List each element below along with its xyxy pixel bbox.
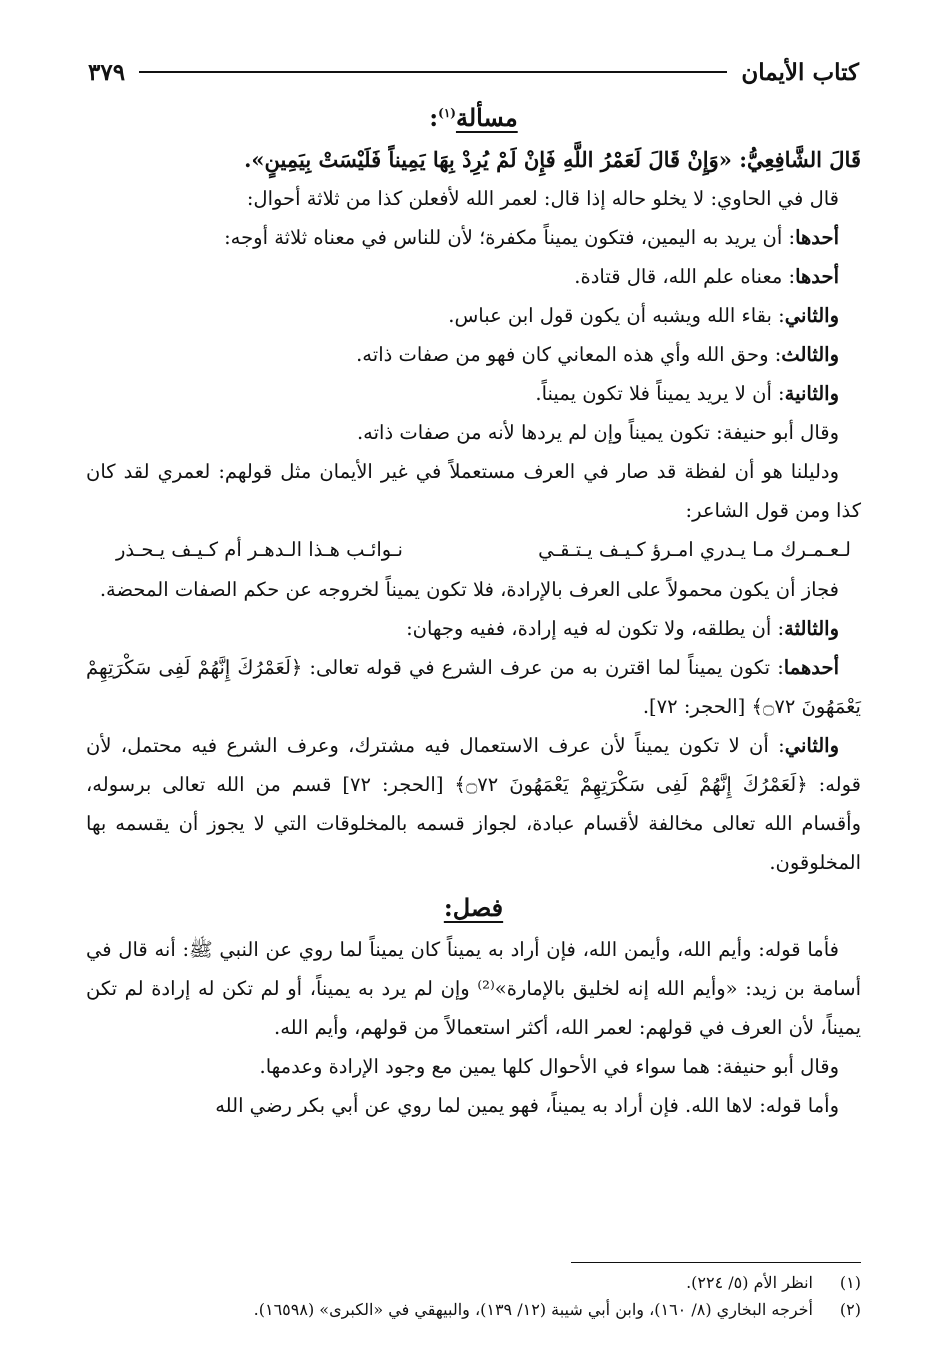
paragraph [86, 570, 861, 609]
paragraph-lead: أحدها [795, 226, 839, 249]
section-heading-fasl [86, 886, 861, 930]
header-rule [139, 71, 727, 73]
paragraph [86, 930, 861, 1047]
paragraph-lead: والثالث [781, 343, 839, 366]
paragraph-text: قال في الحاوي: لا يخلو حاله إذا قال: لعمر الله لأفعلن كذا من ثلاثة أحوال: [246, 187, 839, 210]
running-header [88, 52, 859, 92]
paragraph [86, 218, 861, 257]
footnote-number: (٢) [839, 1300, 861, 1319]
paragraph-text: فأما قوله: وأيم الله، وأيمن الله، فإن أراد به يميناً كان يميناً لما روي عن النبي ﷺ: أنه قال في أسامة بن زيد: «وأيم الله إنه لخليق بالإمارة»⁽²⁾ وإن لم يرد به يميناً، أو لم تكن له إرادة لم تكن يميناً، لأن العرف في قولهم: لعمر الله، أكثر استعمالاً من قولهم، وأيم الله. [86, 938, 861, 1039]
paragraph-lead: أحدها [795, 265, 839, 288]
paragraph [86, 374, 861, 413]
paragraph-group-3 [86, 930, 861, 1125]
footnote-number: (١) [839, 1273, 861, 1292]
chapter-title: كتاب الأيمان [741, 58, 859, 86]
footnote-text: انظر الأم (٥/ ٢٢٤). [686, 1273, 813, 1292]
paragraph-text: فجاز أن يكون محمولاً على العرف بالإرادة، فلا تكون يميناً لخروجه عن حكم الصفات المحضة. [99, 578, 839, 601]
paragraph-lead: والثاني [784, 734, 839, 757]
footnotes [86, 1262, 861, 1323]
paragraph-text: : بقاء الله ويشبه أن يكون قول ابن عباس. [448, 304, 785, 327]
shafii-quote: قَالَ الشَّافِعِيُّ: «وَإِنْ قَالَ لَعَمْرُ اللَّهِ فَإِنْ لَمْ يُرِدْ بِهَا يَمِيناً فَلَيْسَتْ بِيَمِينٍ». [244, 147, 861, 172]
paragraph [86, 413, 861, 452]
footnote-list [86, 1269, 861, 1323]
paragraph-lead: والثالثة [784, 617, 839, 640]
paragraph-lead: والثانية [784, 382, 839, 405]
verse-first-hemistich: لـعـمـرك مـا يـدري امـرؤ كـيـف يـتـقـي [538, 538, 851, 561]
paragraph-text: : أن لا تكون يميناً لأن عرف الاستعمال فيه مشترك، وعرف الشرع فيه محتمل، لأن قوله: ﴿لَعَمْرُكَ إِنَّهُمْ لَفِى سَكْرَتِهِمْ يَعْمَهُونَ ۝٧٢﴾ [الحجر: ٧٢] قسم من الله تعالى برسوله، وأقسام الله تعالى مخالفة لأقسام عبادة، لجواز قسمه بالمخلوقات التي لا يجوز أن يقسمه بها المخلوقون. [86, 734, 861, 874]
paragraph-text: : أن لا يريد يميناً فلا تكون يميناً. [535, 382, 785, 405]
verse-second-hemistich: نـوائـب هـذا الـدهـر أم كـيـف يـحـذر [116, 538, 403, 561]
page-number: ٣٧٩ [88, 58, 126, 86]
paragraph-lead: أحدهما [783, 656, 839, 679]
paragraph-text: : أن يطلقه، ولا تكون له فيه إرادة، ففيه وجهان: [406, 617, 785, 640]
heading-text: مسألة [455, 103, 518, 132]
paragraph-text: ودليلنا هو أن لفظة قد صار في العرف مستعملاً في غير الأيمان مثل قولهم: لعمري لقد كان كذا ومن قول الشاعر: [86, 460, 861, 522]
paragraph-text: وقال أبو حنيفة: هما سواء في الأحوال كلها يمين مع وجود الإرادة وعدمها. [259, 1055, 839, 1078]
poetry-verse [86, 530, 861, 570]
paragraph [86, 609, 861, 648]
fasl-heading-text: فصل: [443, 893, 504, 922]
paragraph-text: : وحق الله وأي هذه المعاني كان فهو من صفات ذاته. [356, 343, 782, 366]
heading-footnote-ref: (١) [438, 106, 456, 120]
paragraph [86, 1086, 861, 1125]
paragraph-lead: والثاني [784, 304, 839, 327]
paragraph [86, 1047, 861, 1086]
paragraph [86, 335, 861, 374]
paragraph-text: وأما قوله: لاها الله. فإن أراد به يميناً، فهو يمين لما روي عن أبي بكر رضي الله [215, 1094, 839, 1117]
paragraph-text: : معناه علم الله، قال قتادة. [574, 265, 796, 288]
paragraph-text: : أن يريد به اليمين، فتكون يميناً مكفرة؛ لأن للناس في معناه ثلاثة أوجه: [224, 226, 796, 249]
paragraph-text: : تكون يميناً لما اقترن به من عرف الشرع في قوله تعالى: ﴿لَعَمْرُكَ إِنَّهُمْ لَفِى سَكْرَتِهِمْ يَعْمَهُونَ ۝٧٢﴾ [الحجر: ٧٢]. [86, 656, 861, 718]
footnote-text: أخرجه البخاري (٨/ ١٦٠)، وابن أبي شيبة (١٢/ ١٣٩)، والبيهقي في «الكبرى» (١٦٥٩٨). [253, 1300, 813, 1319]
paragraph [86, 296, 861, 335]
paragraph [86, 179, 861, 218]
section-heading-masala: مسألة$^{(١)}$: [429, 103, 518, 132]
main-text [86, 96, 861, 1125]
paragraph-group-2 [86, 570, 861, 882]
paragraph [86, 726, 861, 882]
footnote [86, 1269, 861, 1296]
footnote-rule [571, 1262, 861, 1263]
paragraph [86, 648, 861, 726]
paragraph [86, 257, 861, 296]
paragraph-text: وقال أبو حنيفة: تكون يميناً وإن لم يردها لأنه من صفات ذاته. [356, 421, 839, 444]
footnote [86, 1296, 861, 1323]
paragraph [86, 452, 861, 530]
paragraph-group-1 [86, 179, 861, 530]
